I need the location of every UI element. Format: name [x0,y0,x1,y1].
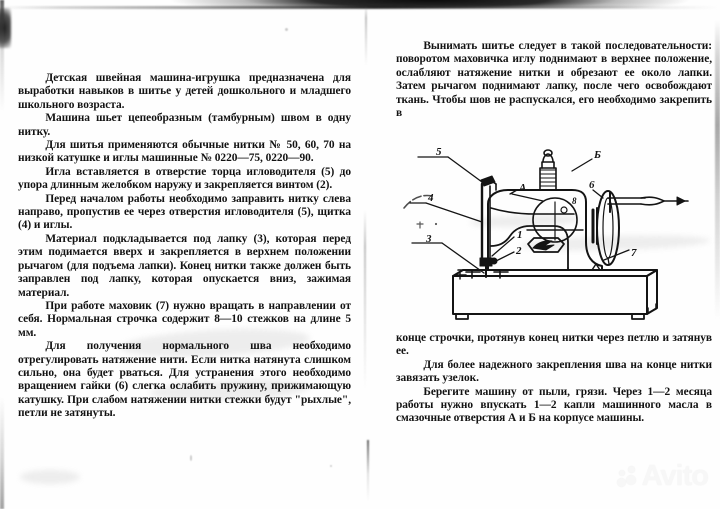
paragraph: Для получения нормального шва необходимо отрегулировать натяжение нити. Если нитка натянута слишком сильно, она будет рваться. Для устранения этого необходимо вращением гайки (6) слегка ослабить пружину, прижимающую катушку. При слабом натяжении нитки стежки будут "рыхлые", петли не затянуты. [18,340,351,420]
sewing-machine-illustration [396,146,714,328]
paragraph: конце строчки, протянув конец нитки через петлю и затянув ее. [396,332,712,358]
paragraph: Для шитья применяются обычные нитки № 50, 60, 70 на низкой катушке и иглы машинные № 0220—75, 0220—90. [18,139,351,165]
avito-watermark-text: Avito [641,460,708,492]
left-page-text-column [18,72,351,421]
paragraph: Игла вставляется в отверстие торца игловодителя (5) до упора длинным желобком наружу и закрепляется винтом (2). [18,165,351,192]
page-right-edge-shadow [715,20,720,320]
paragraph: При работе маховик (7) нужно вращать в направлении от себя. Нормальная строчка содержит 8—10 стежков на длине 5 мм. [18,299,351,339]
paper-speck [330,465,332,467]
figure-label-3: 3 [426,233,432,245]
paper-speck [190,455,192,461]
paragraph: Перед началом работы необходимо заправить нитку слева направо, пропустив ее через отверстия игловодителя (5), щитка (4) и иглы. [18,192,351,232]
page-crease-bottom [367,440,369,502]
avito-watermark [617,460,708,493]
figure-label-7: 7 [631,247,637,259]
sewing-machine-diagram-icon [396,146,714,328]
figure-label-5: 5 [436,146,442,158]
figure-label-2: 2 [516,245,522,257]
paragraph: Берегите машину от пыли, грязи. Через 1—2 месяца работы нужно впускать 1—2 капли машинного масла в смазочные отверстия А и Б на корпусе машины. [396,385,712,425]
figure-label-8: 8 [572,196,577,206]
figure-label-oil-point-b: Б [594,149,601,161]
page-left-edge-shadow [0,0,4,509]
right-page-text-column-top [396,40,712,120]
paper-speck [285,28,288,31]
right-page-text-column-bottom [396,332,712,426]
page-crease-top [365,6,367,66]
figure-label-6: 6 [589,179,595,191]
figure-label-4: 4 [428,192,434,204]
paragraph: Машина шьет цепеобразным (тамбурным) швом в одну нитку. [18,112,351,138]
paragraph: Для более надежного закрепления шва на конце нитки завязать узелок. [396,358,712,385]
paragraph: Материал подкладывается под лапку (3), которая перед этим подимается вверх и закрепляется в верхнем положении рычагом (для подъема лапки). Конец нитки также должен быть заправлен под лапку, которая опускается вниз, зажимая материал. [18,232,351,299]
figure-label-1: 1 [517,229,523,241]
page-crease-middle [364,210,366,390]
figure-label-oil-point-a: А [519,182,527,194]
paper-smudge [20,470,80,484]
page-top-edge-line [0,6,720,9]
avito-logo-icon [617,465,639,489]
paragraph: Вынимать шитье следует в такой последовательности: поворотом маховичка иглу поднимают в верхнее положение, ослабляют натяжение нитки и обрезают ее около лапки. Затем рычагом поднимают лапку, после чего освобождают ткань. Чтобы шов не распускался, его необходимо закрепить в [396,40,712,120]
paragraph: Детская швейная машина-игрушка предназначена для выработки навыков в шитье у детей дошкольного и младшего школьного возраста. [18,72,351,111]
